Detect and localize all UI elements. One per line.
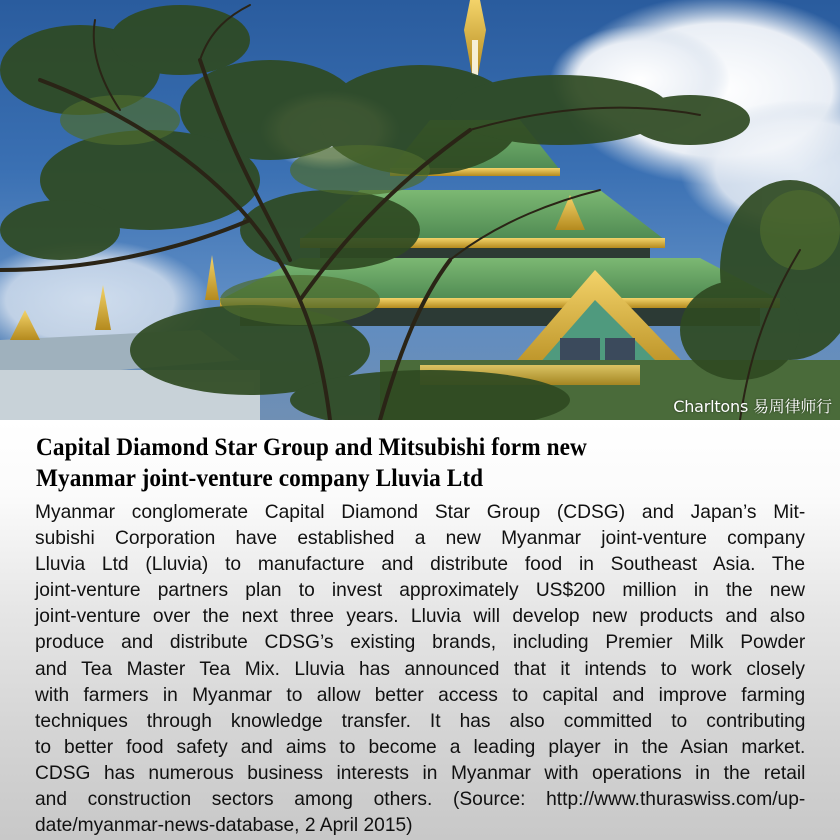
body-line: to better food safety and aims to become a leading player in the Asian market.	[35, 736, 806, 758]
article-body	[35, 500, 805, 839]
body-line: joint-venture over the next three years. Lluvia will develop new products and also	[35, 606, 805, 628]
body-line: joint-venture partners plan to invest approximately US$200 million in the new	[35, 580, 805, 602]
watermark: Charltons 易周律师行	[673, 397, 832, 416]
body-line: Myanmar conglomerate Capital Diamond Star Group (CDSG) and Japan’s Mit-	[35, 502, 806, 523]
body-line: and construction sectors among others. (Source: http://www.thuraswiss.com/up-	[35, 789, 806, 811]
article	[0, 420, 840, 840]
headline-line-1: Capital Diamond Star Group and Mitsubishi form new	[36, 434, 587, 461]
body-line-last: date/myanmar-news-database, 2 April 2015)	[35, 815, 413, 837]
body-line: and Tea Master Tea Mix. Lluvia has announced that it intends to work closely	[35, 658, 805, 680]
body-line: subishi Corporation have established a new Myanmar joint-venture company	[35, 528, 805, 550]
headline	[36, 432, 761, 494]
body-line: Lluvia Ltd (Lluvia) to manufacture and distribute food in Southeast Asia. The	[35, 554, 805, 576]
body-line: CDSG has numerous business interests in Myanmar with operations in the retail	[35, 762, 806, 784]
body-line: produce and distribute CDSG’s existing brands, including Premier Milk Powder	[35, 632, 806, 654]
body-line: techniques through knowledge transfer. It has also committed to contributing	[35, 710, 806, 732]
body-line: with farmers in Myanmar to allow better access to capital and improve farming	[35, 684, 806, 706]
headline-line-2: Myanmar joint-venture company Lluvia Ltd	[36, 465, 484, 492]
